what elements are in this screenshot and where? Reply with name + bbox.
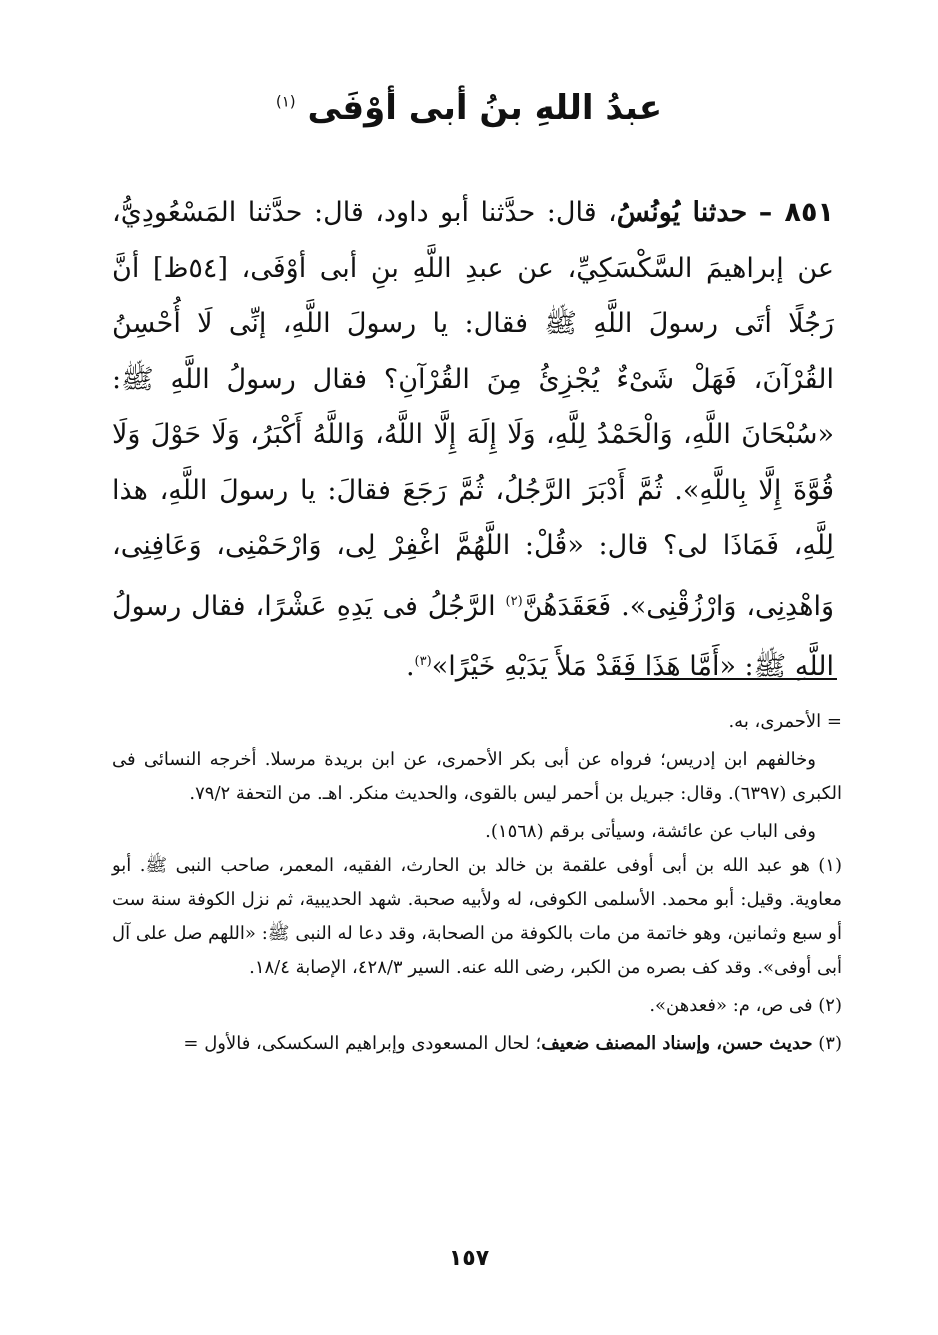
hadith-lead: حدثنا يُونُسُ (616, 197, 748, 228)
hadith-paragraph (112, 185, 834, 695)
footnote-3-grading: حديث حسن، وإسناد المصنف ضعيف (541, 1033, 813, 1054)
hadith-final-stop: . (405, 651, 415, 682)
footnote-paragraph: وخالفهم ابن إدريس؛ فرواه عن أبى بكر الأحمرى، عن ابن بريدة مرسلا. أخرجه النسائى فى الكبرى (٦٣٩٧). وقال: جبريل بن أحمر ليس بالقوى، والحديث منكر. اهـ. من التحفة ٧٩/٢. (112, 749, 842, 804)
footnote-2: (٢) فى ص، م: «فعدهن». (649, 995, 842, 1016)
footnote-1: (١) هو عبد الله بن أبى أوفى علقمة بن خالد بن الحارث، الفقيه، المعمر، صاحب النبى ﷺ. أبو معاوية. وقيل: أبو محمد. الأسلمى الكوفى، له ولأبيه صحبة. شهد الحديبية، ثم نزل الكوفة سنة ست أو سبع وثمانين، وهو خاتمة من مات بالكوفة من الصحابة، وقد دعا له النبى ﷺ: «اللهم صل على آل أبى أوفى». وقد كف بصره من الكبر، رضى الله عنه. السير ٤٢٨/٣، الإصابة ١٨/٤. (112, 855, 842, 978)
hadith-body-end: الرَّجُلُ فى يَدِهِ عَشْرًا، فقال رسولُ اللَّهِ ﷺ: «أَمَّا هَذَا فَقَدْ مَلأَ يَدَيْهِ خَيْرًا» (112, 590, 834, 682)
chapter-title (0, 88, 938, 128)
title-footnote-ref: (١) (275, 92, 296, 111)
footnote-ref-2: (٢) (505, 593, 523, 609)
footnote-3 (112, 1027, 842, 1061)
hadith-number: ٨٥١ – (758, 197, 834, 228)
footnote-3-number: (٣) (818, 1033, 842, 1054)
footnote-3-text: ؛ لحال المسعودى وإبراهيم السكسكى، فالأول = (183, 1033, 542, 1054)
footnote-divider (625, 678, 837, 680)
footnote-ref-3: (٣) (414, 654, 432, 669)
footnotes (112, 705, 842, 1061)
footnote-continued: = الأحمرى، به. (728, 711, 842, 732)
hadith-text (112, 185, 834, 695)
page-number: ١٥٧ (448, 1246, 490, 1271)
hadith-body: ، قال: حدَّثنا أبو داود، قال: حدَّثنا المَسْعُودِيُّ، عن إبراهيمَ السَّكْسَكِيِّ، عن عبدِ اللَّهِ بنِ أبى أوْفَى، [٥٤ظ] أنَّ رَجُلًا أتَى رسولَ اللَّهِ ﷺ فقال: يا رسولَ اللَّهِ، إنِّى لَا أُحْسِنُ القُرْآنَ، فَهَلْ شَىْءٌ يُجْزِئُ مِنَ القُرْآنِ؟ فقال رسولُ اللَّهِ ﷺ: «سُبْحَانَ اللَّهِ، وَالْحَمْدُ لِلَّهِ، وَلَا إِلَهَ إِلَّا اللَّهُ، وَاللَّهُ أَكْبَرُ، وَلَا حَوْلَ وَلَا قُوَّةَ إِلَّا بِاللَّهِ». ثُمَّ أَدْبَرَ الرَّجُلُ، ثُمَّ رَجَعَ فقالَ: يا رسولَ اللَّهِ، هذا لِلَّهِ، فَمَاذَا لى؟ قال: «قُلْ: اللَّهُمَّ اغْفِرْ لِى، وَارْحَمْنِى، وَعَافِنِى، وَاهْدِنِى، وَارْزُقْنِى». فَعَقَدَهُنَّ (112, 197, 835, 622)
footnote-paragraph: وفى الباب عن عائشة، وسيأتى برقم (١٥٦٨). (485, 821, 816, 842)
chapter-title-text: عبدُ اللهِ بنُ أبى أوْفَى (307, 88, 663, 128)
